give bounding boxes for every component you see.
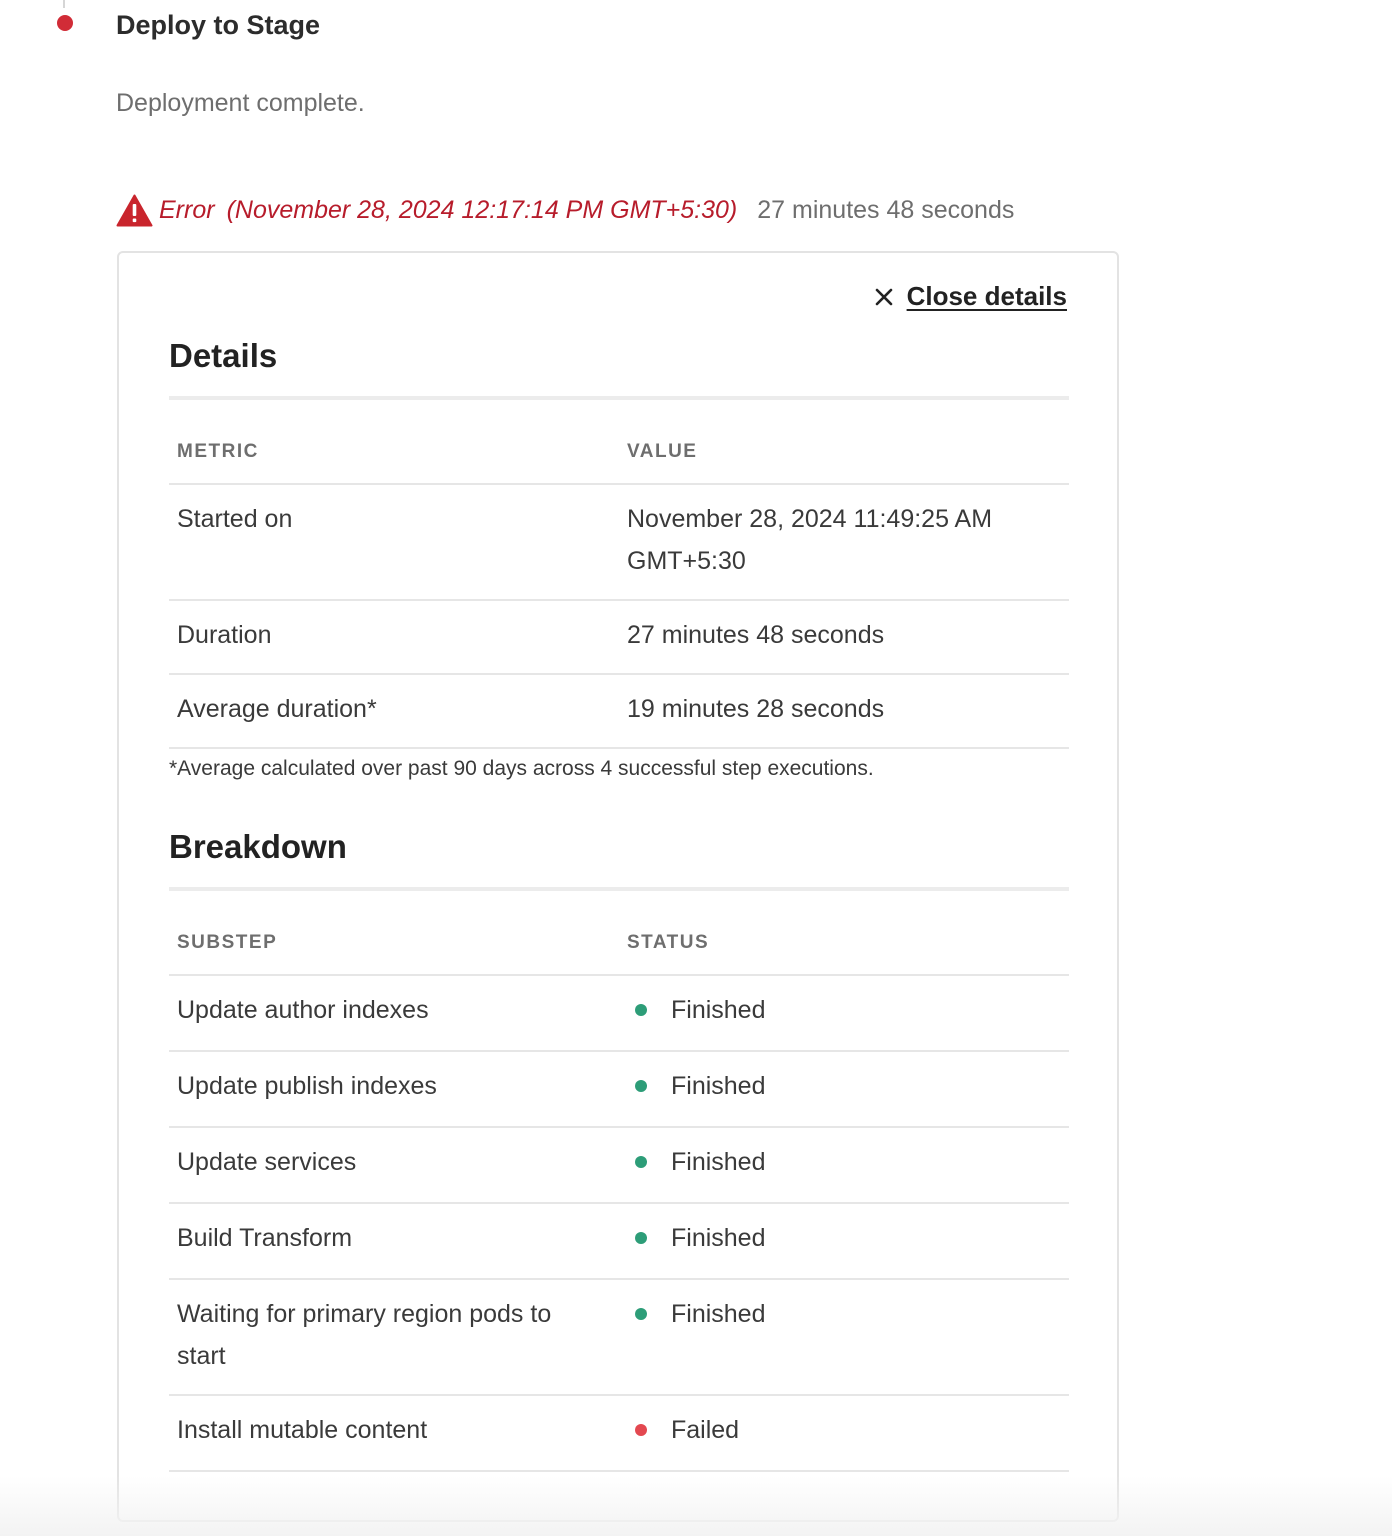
status-indicator-dot	[635, 1156, 647, 1168]
status-label: Finished	[671, 1072, 766, 1100]
table-row	[169, 1128, 1069, 1204]
metric-cell: Started on	[177, 505, 293, 533]
substep-cell: Build Transform	[177, 1224, 353, 1252]
error-summary	[116, 192, 1014, 228]
metric-cell: Average duration*	[177, 695, 377, 723]
status-indicator-dot	[635, 1424, 647, 1436]
table-row	[169, 976, 1069, 1052]
table-row	[169, 1396, 1069, 1472]
average-footnote: *Average calculated over past 90 days across 4 successful step executions.	[169, 757, 874, 780]
column-header-substep: SUBSTEP	[177, 932, 278, 953]
metric-cell: Duration	[177, 621, 272, 649]
table-row	[169, 1280, 1069, 1396]
status-indicator-dot	[635, 1232, 647, 1244]
column-header-status: STATUS	[627, 932, 710, 953]
error-duration: 27 minutes 48 seconds	[757, 195, 1015, 224]
close-icon	[875, 288, 893, 306]
substep-cell: Update services	[177, 1148, 357, 1176]
step-status-dot	[57, 15, 73, 31]
status-cell	[627, 1217, 1057, 1259]
close-details-label[interactable]: Close details	[906, 281, 1067, 311]
status-cell	[627, 1409, 1057, 1451]
timeline-connector	[63, 0, 65, 8]
substep-cell: Update publish indexes	[177, 1072, 437, 1100]
step-message: Deployment complete.	[116, 89, 365, 117]
column-header-value: VALUE	[627, 441, 698, 462]
status-label: Failed	[671, 1416, 740, 1444]
step-title: Deploy to Stage	[116, 10, 321, 40]
table-row	[169, 601, 1069, 675]
status-cell	[627, 1293, 1057, 1335]
breakdown-table-header	[169, 887, 1069, 976]
details-panel	[117, 251, 1119, 1522]
status-indicator-dot	[635, 1080, 647, 1092]
status-indicator-dot	[635, 1308, 647, 1320]
table-row	[169, 675, 1069, 749]
error-label: Error	[159, 195, 215, 224]
breakdown-section-title: Breakdown	[169, 828, 347, 865]
value-cell: 27 minutes 48 seconds	[627, 621, 885, 649]
breakdown-table	[169, 887, 1069, 1472]
substep-cell: Install mutable content	[177, 1416, 428, 1444]
alert-triangle-icon	[116, 194, 153, 227]
value-cell: November 28, 2024 11:49:25 AM GMT+5:30	[627, 505, 993, 575]
close-details-button[interactable]	[875, 281, 1067, 312]
status-label: Finished	[671, 996, 766, 1024]
details-table	[169, 396, 1069, 749]
status-label: Finished	[671, 1300, 766, 1328]
substep-cell: Waiting for primary region pods to start	[177, 1300, 552, 1370]
status-label: Finished	[671, 1148, 766, 1176]
column-header-metric: METRIC	[177, 441, 259, 462]
status-cell	[627, 989, 1057, 1031]
value-cell: 19 minutes 28 seconds	[627, 695, 885, 723]
details-section-title: Details	[169, 337, 278, 374]
table-row	[169, 485, 1069, 601]
status-cell	[627, 1065, 1057, 1107]
status-cell	[627, 1141, 1057, 1183]
details-table-header	[169, 396, 1069, 485]
substep-cell: Update author indexes	[177, 996, 429, 1024]
status-label: Finished	[671, 1224, 766, 1252]
status-indicator-dot	[635, 1004, 647, 1016]
table-row	[169, 1204, 1069, 1280]
table-row	[169, 1052, 1069, 1128]
error-timestamp: (November 28, 2024 12:17:14 PM GMT+5:30)	[226, 195, 738, 224]
